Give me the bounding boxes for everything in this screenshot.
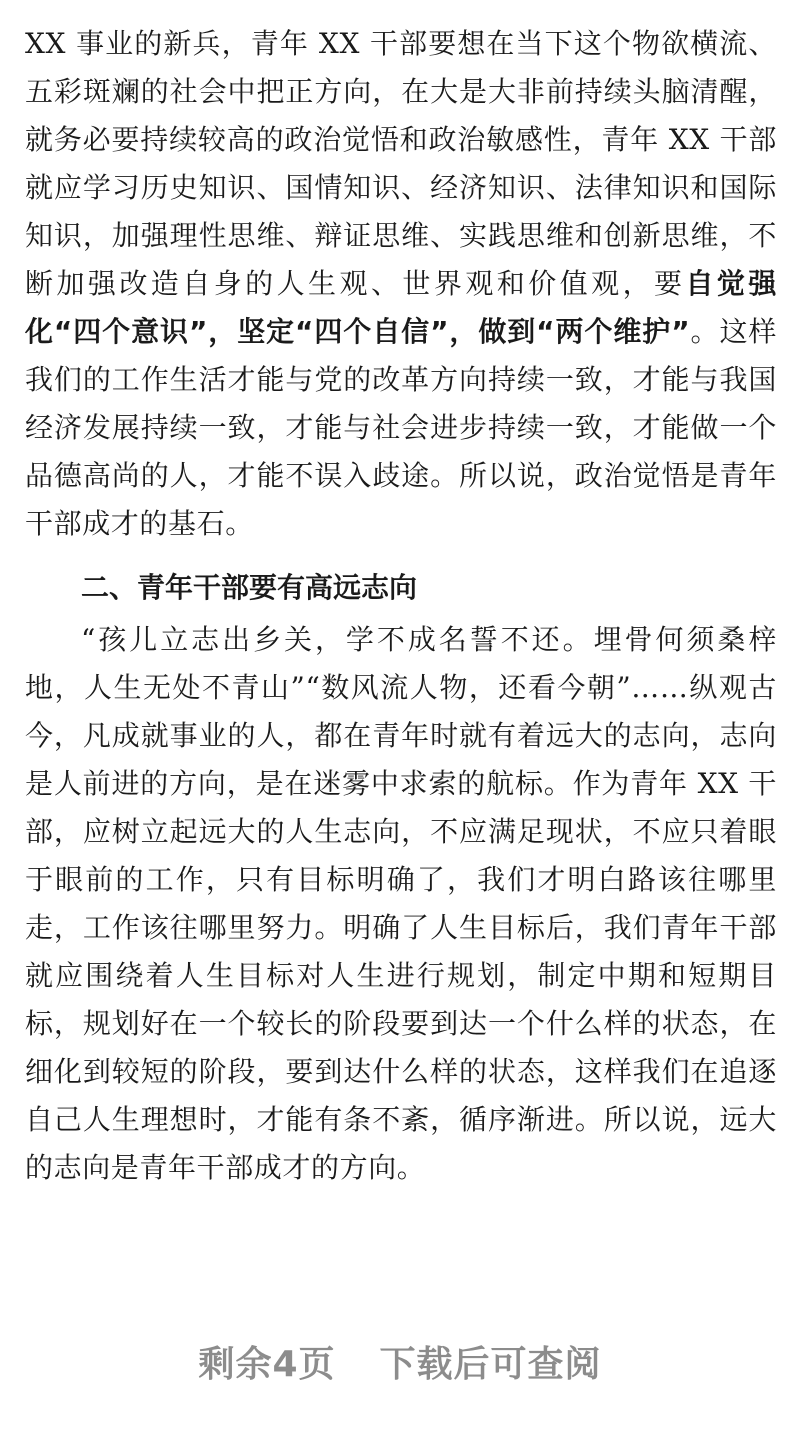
paragraph-ambition: “孩儿立志出乡关，学不成名誓不还。埋骨何须桑梓地，人生无处不青山”“数风流人物，还看今朝”……纵观古今，凡成就事业的人，都在青年时就有着远大的志向，志向是人前进的方向，是在迷雾中求索的航标。作为青年 XX 干部，应树立起远大的人生志向，不应满足现状，不应只着眼于眼前的工作，只有目标明确了，我们才明白路该往哪里走，工作该往哪里努力。明确了人生目标后，我们青年干部就应围绕着人生目标对人生进行规划，制定中期和短期目标，规划好在一个较长的阶段要到达一个什么样的状态，在细化到较短的阶段，要到达什么样的状态，这样我们在追逐自己人生理想时，才能有条不紊，循序渐进。所以说，远大的志向是青年干部成才的方向。	[25, 623, 777, 1184]
section-heading: 二、青年干部要有高远志向	[81, 571, 418, 604]
paragraph-political-awareness	[25, 20, 777, 548]
paragraph-text: 。这样我们的工作生活才能与党的改革方向持续一致，才能与我国经济发展持续一致，才能与社会进步持续一致，才能做一个品德高尚的人，才能不误入歧途。所以说，政治觉悟是青年干部成才的基石。	[25, 315, 777, 540]
document-page	[25, 20, 777, 1192]
download-to-view-label: 下载后可查阅	[379, 1344, 602, 1385]
paragraph-text: XX 事业的新兵，青年 XX 干部要想在当下这个物欲横流、五彩斑斓的社会中把正方向，在大是大非前持续头脑清醒，就务必要持续较高的政治觉悟和政治敏感性，青年 XX 干部就应学习历史知识、国情知识、经济知识、法律知识和国际知识，加强理性思维、辩证思维、实践思维和创新思维，不断加强改造自身的人生观、世界观和价值观，要	[25, 27, 777, 300]
emphasis-text: 自觉强化“四个意识”，坚定“四个自信”，做到“两个维护”	[25, 267, 777, 348]
remaining-pages-label: 剩余4页	[198, 1344, 336, 1385]
download-prompt[interactable]	[0, 1336, 800, 1387]
